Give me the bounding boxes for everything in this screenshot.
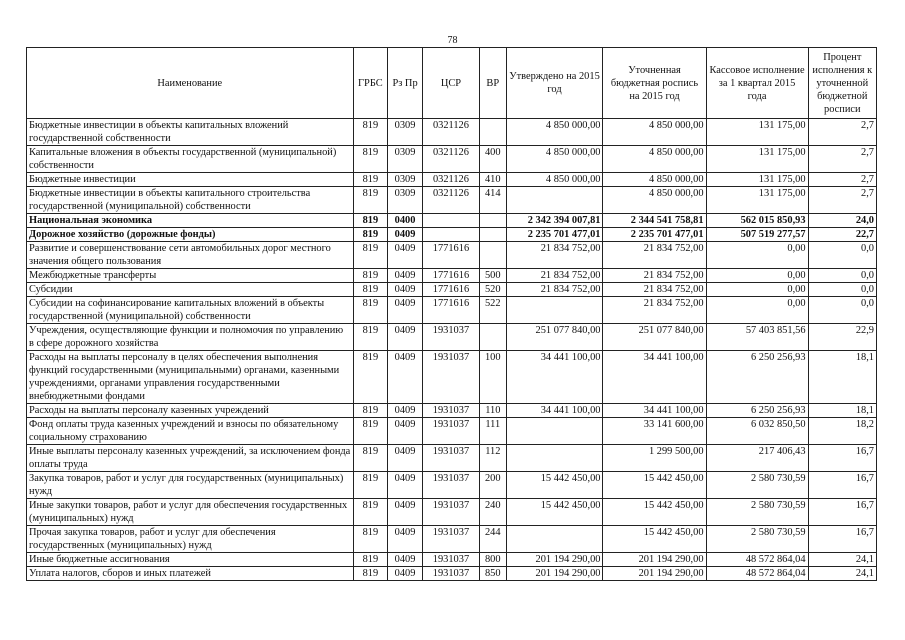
cell-vr: 100 [480,351,507,404]
cell-refined: 1 299 500,00 [603,445,706,472]
table-header-row [27,48,877,119]
cell-csr: 1771616 [422,269,479,283]
header-percent: Процент исполнения к уточненной бюджетной росписи [808,48,876,119]
cell-name: Расходы на выплаты персоналу казенных учреждений [27,404,354,418]
cell-name: Прочая закупка товаров, работ и услуг для обеспечения государственных (муниципальных) нужд [27,526,354,553]
cell-cash: 562 015 850,93 [706,214,808,228]
cell-rzpr: 0409 [388,351,423,404]
cell-grbs: 819 [353,351,388,404]
cell-name: Фонд оплаты труда казенных учреждений и взносы по обязательному социальному страхованию [27,418,354,445]
cell-csr: 1931037 [422,404,479,418]
cell-grbs: 819 [353,567,388,581]
cell-rzpr: 0409 [388,418,423,445]
cell-csr: 0321126 [422,146,479,173]
cell-grbs: 819 [353,553,388,567]
cell-refined: 33 141 600,00 [603,418,706,445]
table-row [27,119,877,146]
cell-rzpr: 0409 [388,228,423,242]
header-vr: ВР [480,48,507,119]
cell-percent: 18,2 [808,418,876,445]
cell-approved: 34 441 100,00 [506,351,603,404]
cell-name: Бюджетные инвестиции [27,173,354,187]
cell-approved: 4 850 000,00 [506,146,603,173]
cell-percent: 18,1 [808,351,876,404]
cell-rzpr: 0309 [388,187,423,214]
cell-approved: 15 442 450,00 [506,499,603,526]
cell-grbs: 819 [353,297,388,324]
cell-grbs: 819 [353,445,388,472]
cell-refined: 34 441 100,00 [603,404,706,418]
cell-cash: 507 519 277,57 [706,228,808,242]
cell-cash: 131 175,00 [706,173,808,187]
cell-approved: 21 834 752,00 [506,242,603,269]
cell-grbs: 819 [353,187,388,214]
header-refined: Уточненная бюджетная роспись на 2015 год [603,48,706,119]
cell-vr: 244 [480,526,507,553]
cell-percent: 22,7 [808,228,876,242]
cell-vr: 200 [480,472,507,499]
cell-refined: 201 194 290,00 [603,553,706,567]
cell-refined: 21 834 752,00 [603,297,706,324]
cell-csr: 1771616 [422,297,479,324]
cell-grbs: 819 [353,119,388,146]
table-row [27,324,877,351]
cell-grbs: 819 [353,499,388,526]
cell-refined: 4 850 000,00 [603,146,706,173]
cell-name: Субсидии [27,283,354,297]
cell-csr: 1931037 [422,445,479,472]
cell-csr: 1771616 [422,242,479,269]
cell-vr: 500 [480,269,507,283]
header-cash: Кассовое исполнение за 1 квартал 2015 года [706,48,808,119]
cell-grbs: 819 [353,214,388,228]
cell-vr: 112 [480,445,507,472]
cell-csr [422,214,479,228]
cell-rzpr: 0309 [388,146,423,173]
cell-refined: 201 194 290,00 [603,567,706,581]
cell-percent: 18,1 [808,404,876,418]
cell-rzpr: 0309 [388,119,423,146]
cell-percent: 24,1 [808,553,876,567]
cell-grbs: 819 [353,242,388,269]
cell-vr: 410 [480,173,507,187]
table-row [27,553,877,567]
cell-percent: 2,7 [808,119,876,146]
cell-grbs: 819 [353,324,388,351]
cell-vr: 414 [480,187,507,214]
cell-name: Национальная экономика [27,214,354,228]
cell-vr: 522 [480,297,507,324]
cell-name: Субсидии на софинансирование капитальных вложений в объекты государственной (муниципальной) собственности [27,297,354,324]
cell-percent: 0,0 [808,269,876,283]
cell-vr: 400 [480,146,507,173]
cell-refined: 2 235 701 477,01 [603,228,706,242]
cell-refined: 21 834 752,00 [603,269,706,283]
cell-name: Закупка товаров, работ и услуг для государственных (муниципальных) нужд [27,472,354,499]
cell-rzpr: 0409 [388,553,423,567]
cell-percent: 0,0 [808,297,876,324]
header-approved: Утверждено на 2015 год [506,48,603,119]
cell-name: Иные закупки товаров, работ и услуг для обеспечения государственных (муниципальных) нужд [27,499,354,526]
table-row [27,146,877,173]
cell-cash: 2 580 730,59 [706,526,808,553]
cell-cash: 131 175,00 [706,146,808,173]
cell-vr: 800 [480,553,507,567]
cell-percent: 2,7 [808,187,876,214]
cell-refined: 15 442 450,00 [603,499,706,526]
cell-csr: 0321126 [422,173,479,187]
table-row [27,228,877,242]
cell-approved: 15 442 450,00 [506,472,603,499]
cell-rzpr: 0409 [388,499,423,526]
cell-rzpr: 0409 [388,242,423,269]
cell-csr: 1931037 [422,418,479,445]
cell-csr: 1931037 [422,472,479,499]
cell-approved [506,187,603,214]
cell-percent: 16,7 [808,472,876,499]
cell-name: Иные бюджетные ассигнования [27,553,354,567]
cell-refined: 251 077 840,00 [603,324,706,351]
cell-csr: 0321126 [422,187,479,214]
table-row [27,283,877,297]
table-row [27,418,877,445]
cell-vr: 110 [480,404,507,418]
cell-grbs: 819 [353,269,388,283]
header-grbs: ГРБС [353,48,388,119]
cell-csr [422,228,479,242]
cell-grbs: 819 [353,173,388,187]
cell-rzpr: 0409 [388,324,423,351]
cell-name: Иные выплаты персоналу казенных учреждений, за исключением фонда оплаты труда [27,445,354,472]
cell-approved: 21 834 752,00 [506,269,603,283]
cell-rzpr: 0400 [388,214,423,228]
cell-rzpr: 0409 [388,404,423,418]
table-row [27,214,877,228]
cell-refined: 4 850 000,00 [603,173,706,187]
cell-grbs: 819 [353,146,388,173]
cell-percent: 16,7 [808,499,876,526]
cell-refined: 34 441 100,00 [603,351,706,404]
cell-vr: 520 [480,283,507,297]
table-row [27,499,877,526]
cell-percent: 16,7 [808,445,876,472]
cell-name: Развитие и совершенствование сети автомобильных дорог местного значения общего пользования [27,242,354,269]
cell-approved [506,445,603,472]
cell-percent: 16,7 [808,526,876,553]
cell-vr [480,119,507,146]
cell-refined: 15 442 450,00 [603,472,706,499]
cell-rzpr: 0409 [388,445,423,472]
table-row [27,472,877,499]
cell-csr: 1931037 [422,567,479,581]
cell-name: Капитальные вложения в объекты государственной (муниципальной) собственности [27,146,354,173]
cell-rzpr: 0409 [388,269,423,283]
cell-name: Учреждения, осуществляющие функции и полномочия по управлению в сфере дорожного хозяйства [27,324,354,351]
cell-cash: 0,00 [706,283,808,297]
table-row [27,297,877,324]
cell-approved: 21 834 752,00 [506,283,603,297]
cell-cash: 0,00 [706,269,808,283]
cell-csr: 1931037 [422,324,479,351]
cell-percent: 22,9 [808,324,876,351]
cell-approved: 34 441 100,00 [506,404,603,418]
cell-name: Дорожное хозяйство (дорожные фонды) [27,228,354,242]
cell-approved [506,526,603,553]
cell-grbs: 819 [353,418,388,445]
cell-name: Межбюджетные трансферты [27,269,354,283]
cell-grbs: 819 [353,526,388,553]
cell-cash: 217 406,43 [706,445,808,472]
cell-cash: 0,00 [706,297,808,324]
cell-cash: 48 572 864,04 [706,553,808,567]
cell-csr: 1931037 [422,526,479,553]
cell-name: Бюджетные инвестиции в объекты капитальных вложений государственной собственности [27,119,354,146]
cell-percent: 0,0 [808,242,876,269]
cell-cash: 6 032 850,50 [706,418,808,445]
cell-vr: 850 [480,567,507,581]
cell-cash: 6 250 256,93 [706,404,808,418]
table-row [27,173,877,187]
cell-cash: 2 580 730,59 [706,499,808,526]
cell-percent: 2,7 [808,146,876,173]
cell-refined: 2 344 541 758,81 [603,214,706,228]
cell-vr [480,324,507,351]
cell-rzpr: 0409 [388,526,423,553]
cell-approved: 201 194 290,00 [506,567,603,581]
table-row [27,445,877,472]
cell-cash: 57 403 851,56 [706,324,808,351]
cell-rzpr: 0409 [388,283,423,297]
cell-refined: 4 850 000,00 [603,187,706,214]
cell-rzpr: 0409 [388,472,423,499]
cell-cash: 6 250 256,93 [706,351,808,404]
cell-refined: 21 834 752,00 [603,242,706,269]
cell-cash: 0,00 [706,242,808,269]
cell-vr [480,242,507,269]
cell-approved: 4 850 000,00 [506,119,603,146]
cell-rzpr: 0409 [388,567,423,581]
cell-approved: 4 850 000,00 [506,173,603,187]
cell-csr: 1931037 [422,499,479,526]
cell-vr [480,214,507,228]
cell-rzpr: 0309 [388,173,423,187]
cell-approved: 251 077 840,00 [506,324,603,351]
cell-name: Уплата налогов, сборов и иных платежей [27,567,354,581]
cell-cash: 2 580 730,59 [706,472,808,499]
budget-table [26,47,877,581]
cell-rzpr: 0409 [388,297,423,324]
cell-approved [506,297,603,324]
cell-approved: 2 342 394 007,81 [506,214,603,228]
cell-approved [506,418,603,445]
table-row [27,269,877,283]
cell-name: Расходы на выплаты персоналу в целях обеспечения выполнения функций государственными (муниципальными) органами, казенными учреждениями, органами управления государственными внебюджетными фондами [27,351,354,404]
cell-approved: 2 235 701 477,01 [506,228,603,242]
cell-refined: 21 834 752,00 [603,283,706,297]
header-rzpr: Рз Пр [388,48,423,119]
cell-grbs: 819 [353,283,388,297]
cell-percent: 24,1 [808,567,876,581]
table-row [27,404,877,418]
cell-grbs: 819 [353,404,388,418]
table-row [27,187,877,214]
cell-csr: 0321126 [422,119,479,146]
cell-cash: 131 175,00 [706,119,808,146]
table-row [27,351,877,404]
cell-refined: 4 850 000,00 [603,119,706,146]
cell-approved: 201 194 290,00 [506,553,603,567]
cell-vr: 111 [480,418,507,445]
table-row [27,526,877,553]
table-row [27,567,877,581]
page-number: 78 [447,35,458,46]
cell-percent: 24,0 [808,214,876,228]
cell-percent: 0,0 [808,283,876,297]
cell-cash: 131 175,00 [706,187,808,214]
header-csr: ЦСР [422,48,479,119]
cell-grbs: 819 [353,472,388,499]
cell-vr [480,228,507,242]
cell-grbs: 819 [353,228,388,242]
cell-csr: 1931037 [422,553,479,567]
cell-refined: 15 442 450,00 [603,526,706,553]
cell-vr: 240 [480,499,507,526]
header-name: Наименование [27,48,354,119]
cell-percent: 2,7 [808,173,876,187]
cell-csr: 1771616 [422,283,479,297]
cell-csr: 1931037 [422,351,479,404]
table-row [27,242,877,269]
cell-cash: 48 572 864,04 [706,567,808,581]
cell-name: Бюджетные инвестиции в объекты капитального строительства государственной (муниципальной) собственности [27,187,354,214]
